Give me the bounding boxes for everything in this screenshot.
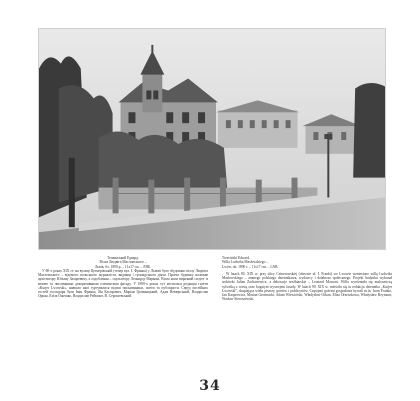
caption-body: W latach 80. XIX w. przy ulicy Cetnerowskiej (obecnie ul. I. Franki) we Lwowie wzniesiono willę Ludwika Masłowskiego – znanego polskiego dziennikarza, wydawcy i działacza społecznego. Projekt budynku wykonał architekt Julian Zachariewicz, a dekoracje rzeźbiarskie – Leonard Marconi. Willa wyróżniała się malowniczą sylwetką z wieżą oraz bogatym wystrojem fasady. W latach 90. XIX w. mieściła się tu redakcja dziennika „Kurjer Lwowski”, skupiająca wielu pisarzy, poetów i publicystów. Częstymi gośćmi gospodarza bywali m.in. Iwan Franko, Jan Kasprowicz, Marian Gromnicki, Adam Wiewiórski, Władysław Orkan, Eliza Orzeszkowa, Władysław Reymont, Wacław Sieroszewski. bbox=[222, 271, 392, 302]
caption-subtitle: Вілла Людвіга Масловського – bbox=[99, 260, 147, 265]
villa-photograph bbox=[38, 28, 386, 250]
caption-body: У 80-х роках XIX ст. на вулиці Цетнерівській (тепер вул. І. Франка) у Львові було збудовано віллу Людвіга Масловського – відомого польського журналіста, видавця і громадського діяча. Проект будинку належав архітектору Юліану Захаревичу, а оздоблення – скульптору Леонарду Марконі. Вілла мала виразний силует із вежею та численними декоративними елементами фасаду. У 1890-х роках тут містилася редакція газети «Kurjer Lwowski», навколо якої гуртувалися відомі письменники, поети та публіцисти. Серед постійних гостей господаря були Іван Франко, Ян Каспрович, Маріан Громницький, Адам Вевюрський, Владислав Оркан, Еліза Ожешко, Владислав Реймонт, В. Серошевський. bbox=[38, 268, 208, 299]
page-number: 34 bbox=[199, 378, 221, 394]
caption-details: Львів, бл. 1890 р. – 11x17 см. – ЛНБ. bbox=[94, 264, 152, 269]
caption-ukrainian bbox=[38, 256, 208, 299]
caption-details: Lwów, ok. 1890 r. – 11x17 cm. – LNB. bbox=[222, 264, 279, 269]
caption-title: Trzeciński Edward. bbox=[222, 256, 251, 260]
caption-subtitle: Willa Ludwika Masłowskiego – bbox=[222, 260, 269, 265]
caption-polish bbox=[222, 256, 392, 302]
villa-photograph-image bbox=[39, 29, 385, 249]
caption-title: Тешинський Едвард. bbox=[107, 256, 139, 260]
